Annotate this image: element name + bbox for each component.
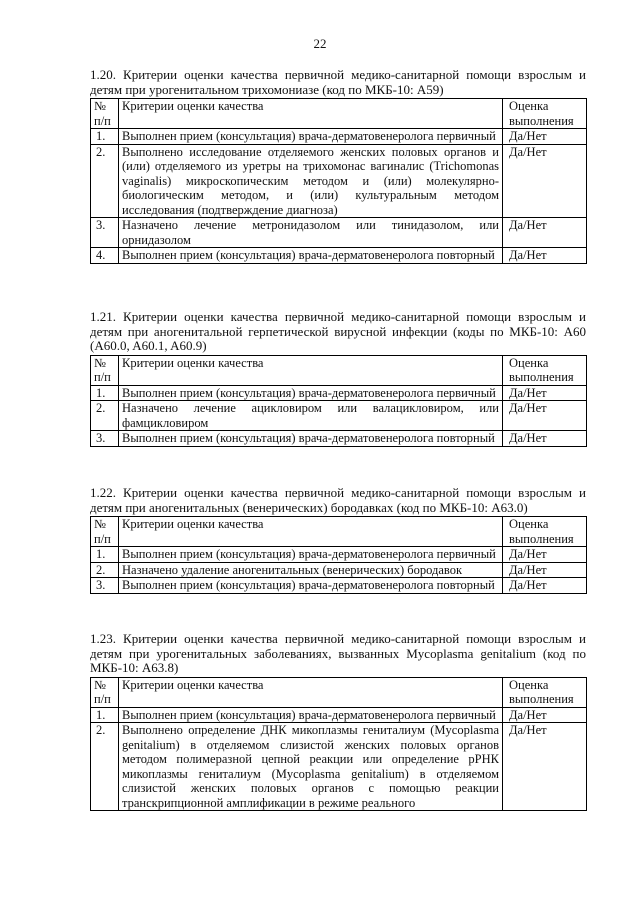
row-number: 2. <box>91 723 119 811</box>
row-number: 3. <box>91 431 119 447</box>
evaluation-value: Да/Нет <box>503 547 587 563</box>
criterion-text: Выполнен прием (консультация) врача-дерматовенеролога повторный <box>119 248 503 264</box>
row-number: 4. <box>91 248 119 264</box>
table-row <box>91 144 587 218</box>
criterion-text: Выполнен прием (консультация) врача-дерматовенеролога повторный <box>119 578 503 594</box>
column-header-criterion: Критерии оценки качества <box>119 677 503 707</box>
table-row <box>91 248 587 264</box>
criterion-text: Назначено лечение ацикловиром или валацикловиром, или фамцикловиром <box>119 401 503 431</box>
column-header-criterion: Критерии оценки качества <box>119 517 503 547</box>
section-heading: 1.22. Критерии оценки качества первичной медико-санитарной помощи взрослым и детям при аногенитальных (венерических) бородавках (код по МКБ-10: A63.0) <box>90 485 586 515</box>
row-number: 1. <box>91 385 119 401</box>
table-row <box>91 129 587 145</box>
criterion-text: Назначено лечение метронидазолом или тинидазолом, или орнидазолом <box>119 218 503 248</box>
column-header-evaluation: Оценка выполнения <box>503 99 587 129</box>
row-number: 3. <box>91 218 119 248</box>
row-number: 1. <box>91 707 119 723</box>
evaluation-value: Да/Нет <box>503 707 587 723</box>
table-header-row <box>91 677 587 707</box>
criteria-table <box>90 516 587 594</box>
row-number: 2. <box>91 144 119 218</box>
table-row <box>91 547 587 563</box>
section-heading: 1.23. Критерии оценки качества первичной медико-санитарной помощи взрослым и детям при урогенитальных заболеваниях, вызванных Mycoplasma genitalium (код по МКБ-10: A63.8) <box>90 631 586 675</box>
evaluation-value: Да/Нет <box>503 385 587 401</box>
evaluation-value: Да/Нет <box>503 144 587 218</box>
criterion-text: Выполнен прием (консультация) врача-дерматовенеролога повторный <box>119 431 503 447</box>
table-row <box>91 723 587 811</box>
row-number: 1. <box>91 547 119 563</box>
row-number: 1. <box>91 129 119 145</box>
column-header-evaluation: Оценка выполнения <box>503 677 587 707</box>
criterion-text: Выполнен прием (консультация) врача-дерматовенеролога первичный <box>119 385 503 401</box>
row-number: 3. <box>91 578 119 594</box>
criterion-text: Выполнен прием (консультация) врача-дерматовенеролога первичный <box>119 547 503 563</box>
column-header-number: № п/п <box>91 677 119 707</box>
evaluation-value: Да/Нет <box>503 248 587 264</box>
column-header-evaluation: Оценка выполнения <box>503 355 587 385</box>
column-header-evaluation: Оценка выполнения <box>503 517 587 547</box>
table-row <box>91 385 587 401</box>
evaluation-value: Да/Нет <box>503 562 587 578</box>
table-header-row <box>91 99 587 129</box>
evaluation-value: Да/Нет <box>503 431 587 447</box>
table-row <box>91 218 587 248</box>
section-1-20 <box>90 68 586 264</box>
evaluation-value: Да/Нет <box>503 578 587 594</box>
criteria-table <box>90 98 587 264</box>
table-row <box>91 401 587 431</box>
evaluation-value: Да/Нет <box>503 401 587 431</box>
section-heading: 1.20. Критерии оценки качества первичной медико-санитарной помощи взрослым и детям при урогенитальном трихомониазе (код по МКБ-10: A59) <box>90 67 586 97</box>
criteria-table <box>90 355 587 447</box>
column-header-criterion: Критерии оценки качества <box>119 355 503 385</box>
evaluation-value: Да/Нет <box>503 723 587 811</box>
criterion-text: Выполнен прием (консультация) врача-дерматовенеролога первичный <box>119 129 503 145</box>
section-1-21 <box>90 310 586 447</box>
table-row <box>91 578 587 594</box>
row-number: 2. <box>91 401 119 431</box>
table-header-row <box>91 517 587 547</box>
evaluation-value: Да/Нет <box>503 218 587 248</box>
criteria-table <box>90 677 587 812</box>
table-row <box>91 562 587 578</box>
table-row <box>91 707 587 723</box>
criterion-text: Выполнен прием (консультация) врача-дерматовенеролога первичный <box>119 707 503 723</box>
criterion-text: Выполнено исследование отделяемого женских половых органов и (или) отделяемого из уретры на трихомонас вагиналис (Trichomonas vaginalis) микроскопическим методом и (или) молекулярно-биологическим методом, и (или) культуральным методом исследования (подтверждение диагноза) <box>119 144 503 218</box>
section-1-22 <box>90 486 586 594</box>
column-header-criterion: Критерии оценки качества <box>119 99 503 129</box>
column-header-number: № п/п <box>91 517 119 547</box>
table-row <box>91 431 587 447</box>
page-number: 22 <box>313 36 327 51</box>
table-header-row <box>91 355 587 385</box>
row-number: 2. <box>91 562 119 578</box>
criterion-text: Назначено удаление аногенитальных (венерических) бородавок <box>119 562 503 578</box>
column-header-number: № п/п <box>91 99 119 129</box>
column-header-number: № п/п <box>91 355 119 385</box>
section-1-23 <box>90 632 586 811</box>
evaluation-value: Да/Нет <box>503 129 587 145</box>
section-heading: 1.21. Критерии оценки качества первичной медико-санитарной помощи взрослым и детям при аногенитальной герпетической вирусной инфекции (коды по МКБ-10: A60 (A60.0, A60.1, A60.9) <box>90 309 586 353</box>
criterion-text: Выполнено определение ДНК микоплазмы гениталиум (Mycoplasma genitalium) в отделяемом слизистой женских половых органов методом полимеразной цепной реакции или определение рРНК микоплазмы гениталиум (Mycoplasma genitalium) в отделяемом слизистой женских половых органов с помощью реакции транскрипционной амплификации в режиме реального <box>119 723 503 811</box>
